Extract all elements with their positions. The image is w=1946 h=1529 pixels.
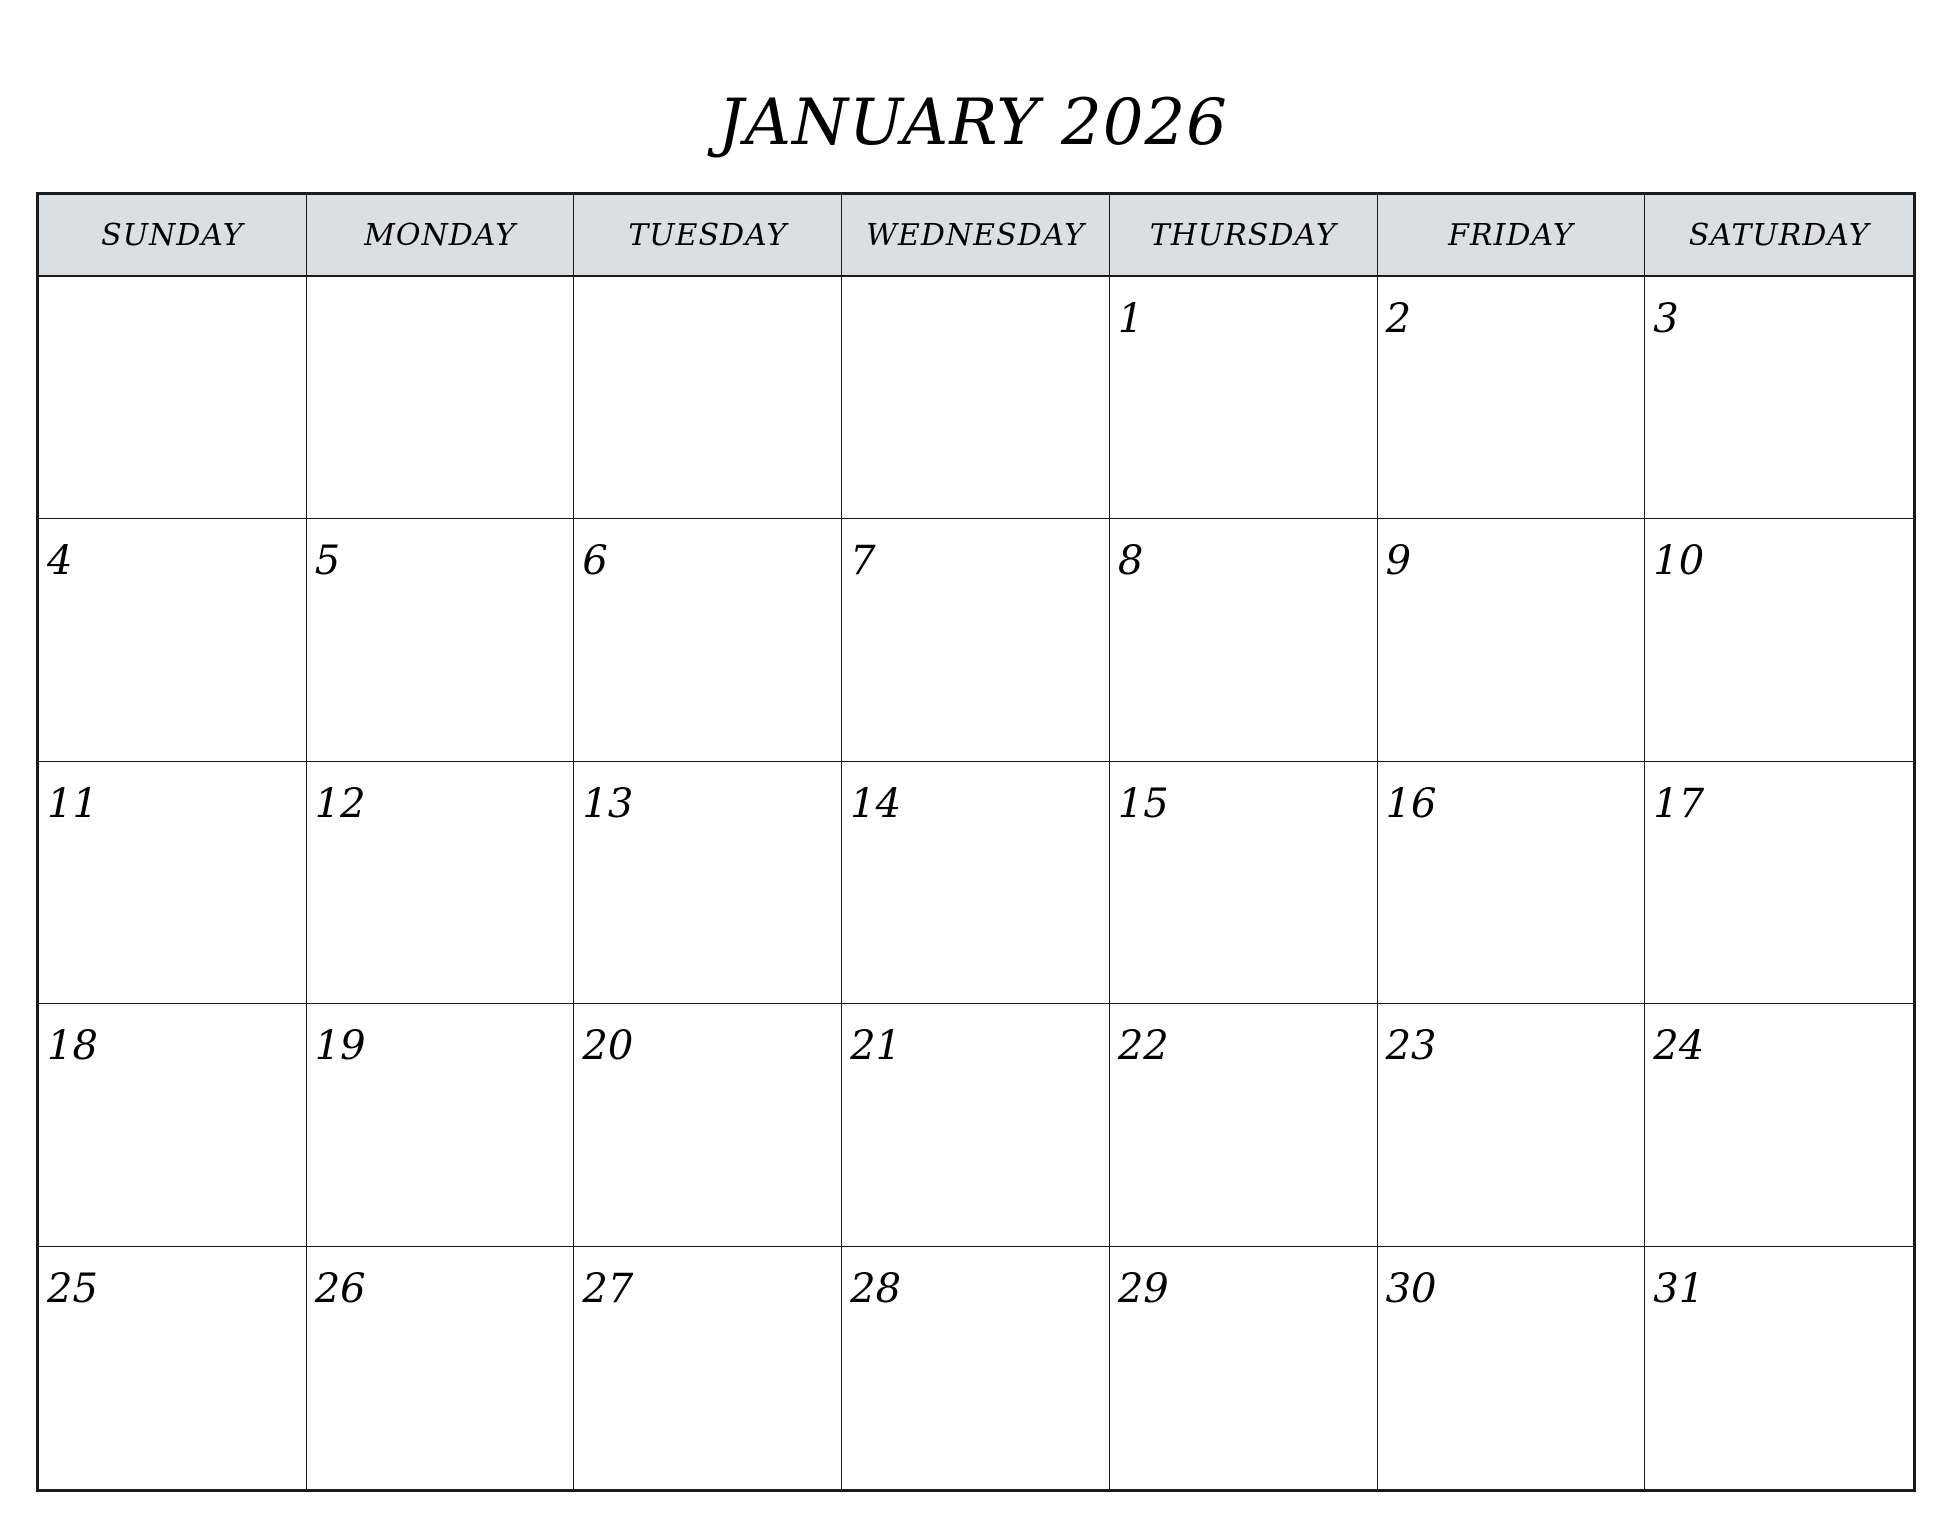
day-number: 1 — [1117, 296, 1144, 342]
weekday-header-saturday: SATURDAY — [1645, 195, 1913, 277]
day-number: 26 — [314, 1265, 366, 1312]
day-cell-13[interactable] — [574, 762, 842, 1004]
day-number: 20 — [582, 1023, 634, 1070]
day-cell-20[interactable] — [574, 1004, 842, 1246]
day-number: 28 — [850, 1265, 902, 1312]
empty-day-cell — [307, 277, 575, 519]
day-number: 5 — [314, 538, 341, 585]
day-number: 13 — [582, 780, 634, 827]
day-number: 27 — [582, 1265, 634, 1312]
calendar-title: JANUARY 2026 — [718, 86, 1228, 160]
day-number: 24 — [1653, 1023, 1705, 1070]
day-cell-11[interactable] — [39, 762, 307, 1004]
day-number: 17 — [1653, 780, 1705, 827]
day-cell-4[interactable] — [39, 519, 307, 761]
day-cell-30[interactable] — [1378, 1247, 1646, 1489]
day-number: 18 — [47, 1023, 98, 1070]
weekday-header-friday: FRIDAY — [1378, 195, 1646, 277]
day-number: 21 — [850, 1023, 902, 1070]
day-number: 2 — [1385, 296, 1412, 342]
day-cell-21[interactable] — [842, 1004, 1110, 1246]
day-number: 12 — [314, 780, 366, 827]
day-cell-2[interactable] — [1378, 277, 1646, 519]
day-cell-10[interactable] — [1645, 519, 1913, 761]
day-number: 15 — [1117, 780, 1169, 827]
weekday-header-thursday: THURSDAY — [1110, 195, 1378, 277]
day-cell-8[interactable] — [1110, 519, 1378, 761]
day-cell-3[interactable] — [1645, 277, 1913, 519]
weekday-header-wednesday: WEDNESDAY — [842, 195, 1110, 277]
day-number: 10 — [1653, 538, 1705, 585]
day-cell-26[interactable] — [307, 1247, 575, 1489]
weekday-header-tuesday: TUESDAY — [574, 195, 842, 277]
day-cell-15[interactable] — [1110, 762, 1378, 1004]
day-cell-5[interactable] — [307, 519, 575, 761]
day-number: 19 — [314, 1023, 366, 1070]
empty-day-cell — [574, 277, 842, 519]
day-number: 25 — [47, 1265, 98, 1312]
day-number: 31 — [1653, 1265, 1705, 1312]
day-cell-7[interactable] — [842, 519, 1110, 761]
day-cell-18[interactable] — [39, 1004, 307, 1246]
day-number: 8 — [1117, 538, 1144, 585]
day-cell-17[interactable] — [1645, 762, 1913, 1004]
day-cell-14[interactable] — [842, 762, 1110, 1004]
day-number: 22 — [1117, 1023, 1169, 1070]
day-number: 30 — [1385, 1265, 1437, 1312]
day-number: 16 — [1385, 780, 1437, 827]
day-cell-24[interactable] — [1645, 1004, 1913, 1246]
day-number: 11 — [47, 780, 98, 827]
day-number: 9 — [1385, 538, 1412, 585]
empty-day-cell — [39, 277, 307, 519]
day-number: 23 — [1385, 1023, 1437, 1070]
day-cell-25[interactable] — [39, 1247, 307, 1489]
day-cell-31[interactable] — [1645, 1247, 1913, 1489]
day-number: 6 — [582, 538, 608, 585]
day-cell-22[interactable] — [1110, 1004, 1378, 1246]
empty-day-cell — [842, 277, 1110, 519]
day-number: 14 — [850, 780, 902, 827]
weekday-header-monday: MONDAY — [307, 195, 575, 277]
day-cell-19[interactable] — [307, 1004, 575, 1246]
day-cell-12[interactable] — [307, 762, 575, 1004]
day-cell-9[interactable] — [1378, 519, 1646, 761]
day-cell-16[interactable] — [1378, 762, 1646, 1004]
day-number: 4 — [47, 538, 73, 585]
day-cell-28[interactable] — [842, 1247, 1110, 1489]
day-number: 7 — [850, 538, 876, 585]
day-cell-1[interactable] — [1110, 277, 1378, 519]
day-number: 29 — [1117, 1265, 1169, 1312]
day-cell-27[interactable] — [574, 1247, 842, 1489]
calendar-grid — [36, 192, 1916, 1492]
day-cell-29[interactable] — [1110, 1247, 1378, 1489]
weekday-header-sunday: SUNDAY — [39, 195, 307, 277]
day-number: 3 — [1653, 296, 1679, 342]
day-cell-6[interactable] — [574, 519, 842, 761]
day-cell-23[interactable] — [1378, 1004, 1646, 1246]
